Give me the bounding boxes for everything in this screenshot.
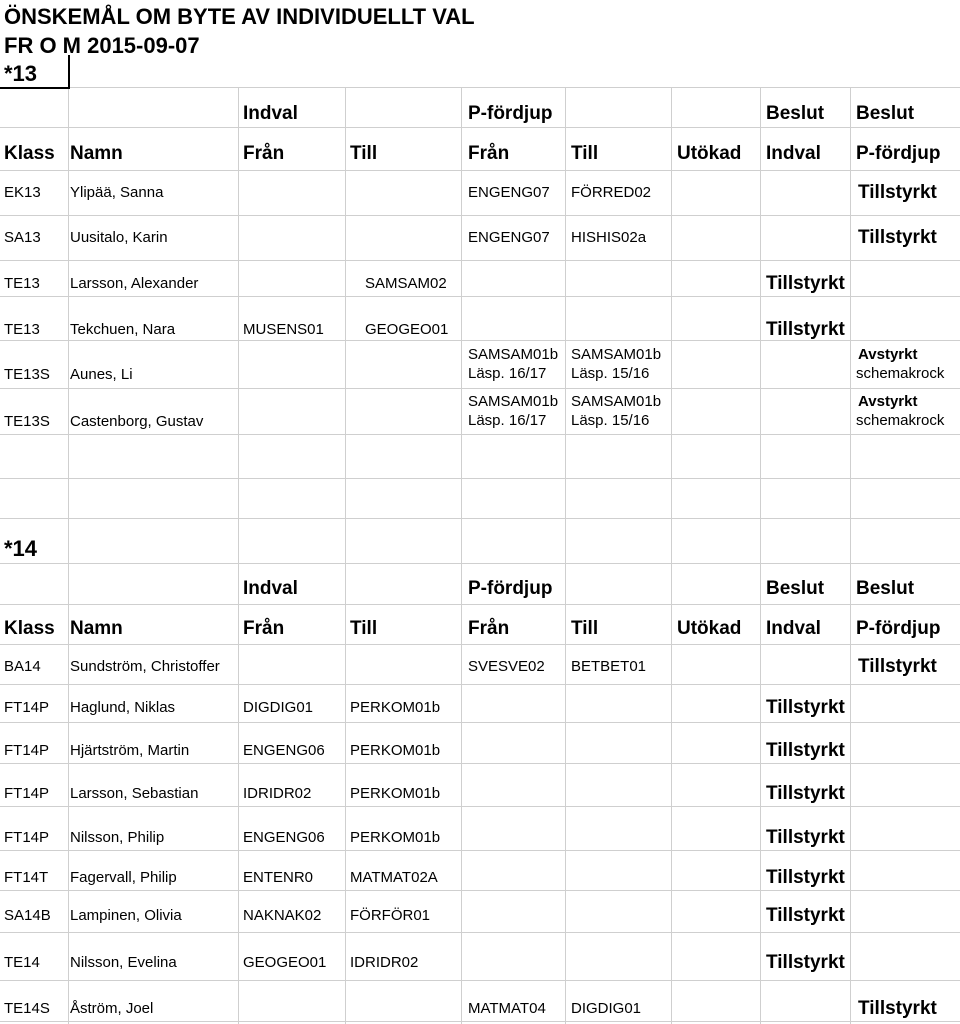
row-13-1-decision: Tillstyrkt xyxy=(858,227,937,248)
header-14-pfordjup: P-fördjup xyxy=(468,578,553,599)
row-13-0-namn: Ylipää, Sanna xyxy=(70,184,164,201)
row-14-0-fran2: SVESVE02 xyxy=(468,658,545,675)
grid-hline xyxy=(0,1021,960,1022)
header-14-beslut-2: Beslut xyxy=(856,578,915,599)
header-14-namn: Namn xyxy=(70,618,123,639)
grid-hline xyxy=(0,980,960,981)
grid-vline xyxy=(850,87,851,1024)
header-14-fran: Från xyxy=(243,618,285,639)
row-13-1-fran2: ENGENG07 xyxy=(468,229,550,246)
grid-hline xyxy=(0,296,960,297)
row-13-2-till: SAMSAM02 xyxy=(365,275,447,292)
row-14-0-decision: Tillstyrkt xyxy=(858,656,937,677)
grid-hline xyxy=(0,518,960,519)
row-13-4-klass: TE13S xyxy=(4,366,50,383)
header-14-utokad: Utökad xyxy=(677,618,742,639)
row-13-3-till: GEOGEO01 xyxy=(365,321,449,338)
row-14-4-till: PERKOM01b xyxy=(350,829,441,846)
grid-hline xyxy=(0,478,960,479)
row-14-8-till2: DIGDIG01 xyxy=(571,1000,642,1017)
row-13-4-fran2-a: SAMSAM01b xyxy=(468,346,559,363)
row-14-7-namn: Nilsson, Evelina xyxy=(70,954,177,971)
row-13-5-note: schemakrock xyxy=(856,412,945,429)
row-13-2-namn: Larsson, Alexander xyxy=(70,275,199,292)
row-13-1-namn: Uusitalo, Karin xyxy=(70,229,168,246)
row-14-0-till2: BETBET01 xyxy=(571,658,647,675)
header-klass: Klass xyxy=(4,143,55,164)
row-13-4-decision: Avstyrkt xyxy=(858,346,918,363)
row-13-5-namn: Castenborg, Gustav xyxy=(70,413,204,430)
row-14-1-decision: Tillstyrkt xyxy=(766,697,845,718)
grid-hline xyxy=(0,563,960,564)
header-14-till-2: Till xyxy=(571,618,599,639)
grid-vline xyxy=(671,87,672,1024)
row-13-4-note: schemakrock xyxy=(856,365,945,382)
grid-hline xyxy=(0,684,960,685)
date-line: FR O M 2015-09-07 xyxy=(4,33,200,58)
header-14-fran-2: Från xyxy=(468,618,510,639)
grid-hline xyxy=(0,215,960,216)
header-till: Till xyxy=(350,143,378,164)
header-indval: Indval xyxy=(243,103,298,124)
header-namn: Namn xyxy=(70,143,123,164)
grid-vline xyxy=(345,87,346,1024)
header-beslut-1: Beslut xyxy=(766,103,825,124)
section-13-label: *13 xyxy=(4,61,38,86)
row-14-7-till: IDRIDR02 xyxy=(350,954,419,971)
header-beslut-2: Beslut xyxy=(856,103,915,124)
row-14-7-decision: Tillstyrkt xyxy=(766,952,845,973)
section-14-label: *14 xyxy=(4,536,38,561)
grid-hline xyxy=(0,434,960,435)
row-13-5-fran2-a: SAMSAM01b xyxy=(468,393,559,410)
row-14-8-fran2: MATMAT04 xyxy=(468,1000,546,1017)
row-13-5-fran2-b: Läsp. 16/17 xyxy=(468,412,547,429)
row-14-1-namn: Haglund, Niklas xyxy=(70,699,176,716)
grid-hline xyxy=(0,170,960,171)
row-14-8-namn: Åström, Joel xyxy=(70,1000,154,1017)
grid-hline xyxy=(0,340,960,341)
header-fran: Från xyxy=(243,143,285,164)
row-13-4-fran2-b: Läsp. 16/17 xyxy=(468,365,547,382)
grid-vline xyxy=(68,87,69,1024)
row-14-2-fran: ENGENG06 xyxy=(243,742,325,759)
header-fran-2: Från xyxy=(468,143,510,164)
row-14-4-fran: ENGENG06 xyxy=(243,829,325,846)
row-14-5-fran: ENTENR0 xyxy=(243,869,314,886)
row-14-7-klass: TE14 xyxy=(4,954,40,971)
row-14-4-klass: FT14P xyxy=(4,829,50,846)
grid-hline xyxy=(0,388,960,389)
row-13-4-till2-b: Läsp. 15/16 xyxy=(571,365,650,382)
row-13-0-till2: FÖRRED02 xyxy=(571,184,652,201)
grid-hline xyxy=(0,806,960,807)
row-14-3-decision: Tillstyrkt xyxy=(766,783,845,804)
row-14-3-namn: Larsson, Sebastian xyxy=(70,785,199,802)
header-14-pfordjup-2: P-fördjup xyxy=(856,618,941,639)
grid-hline xyxy=(0,722,960,723)
row-14-2-decision: Tillstyrkt xyxy=(766,740,845,761)
row-13-1-till2: HISHIS02a xyxy=(571,229,647,246)
row-13-5-klass: TE13S xyxy=(4,413,50,430)
header-utokad: Utökad xyxy=(677,143,742,164)
grid-hline xyxy=(0,850,960,851)
row-14-1-till: PERKOM01b xyxy=(350,699,441,716)
row-13-2-decision: Tillstyrkt xyxy=(766,273,845,294)
row-14-5-decision: Tillstyrkt xyxy=(766,867,845,888)
row-14-6-till: FÖRFÖR01 xyxy=(350,907,431,924)
row-13-0-decision: Tillstyrkt xyxy=(858,182,937,203)
row-13-5-decision: Avstyrkt xyxy=(858,393,918,410)
row-13-1-klass: SA13 xyxy=(4,229,41,246)
row-14-8-klass: TE14S xyxy=(4,1000,50,1017)
grid-vline xyxy=(760,87,761,1024)
row-13-0-fran2: ENGENG07 xyxy=(468,184,550,201)
grid-hline xyxy=(0,127,960,128)
row-13-3-decision: Tillstyrkt xyxy=(766,319,845,340)
row-14-3-fran: IDRIDR02 xyxy=(243,785,312,802)
row-13-4-till2-a: SAMSAM01b xyxy=(571,346,662,363)
header-14-klass: Klass xyxy=(4,618,55,639)
grid-hline xyxy=(0,932,960,933)
row-13-5-till2-a: SAMSAM01b xyxy=(571,393,662,410)
header-indval-2: Indval xyxy=(766,143,821,164)
row-14-2-till: PERKOM01b xyxy=(350,742,441,759)
row-14-0-namn: Sundström, Christoffer xyxy=(70,658,220,675)
header-pfordjup-2: P-fördjup xyxy=(856,143,941,164)
row-14-1-klass: FT14P xyxy=(4,699,50,716)
row-14-5-klass: FT14T xyxy=(4,869,49,886)
row-14-4-namn: Nilsson, Philip xyxy=(70,829,165,846)
row-14-5-till: MATMAT02A xyxy=(350,869,438,886)
row-13-3-fran: MUSENS01 xyxy=(243,321,324,338)
row-14-6-namn: Lampinen, Olivia xyxy=(70,907,182,924)
row-14-3-klass: FT14P xyxy=(4,785,50,802)
header-pfordjup: P-fördjup xyxy=(468,103,553,124)
row-14-3-till: PERKOM01b xyxy=(350,785,441,802)
row-14-2-namn: Hjärtström, Martin xyxy=(70,742,190,759)
grid-vline xyxy=(238,87,239,1024)
row-13-3-namn: Tekchuen, Nara xyxy=(70,321,176,338)
row-14-6-decision: Tillstyrkt xyxy=(766,905,845,926)
header-14-beslut-1: Beslut xyxy=(766,578,825,599)
row-14-1-fran: DIGDIG01 xyxy=(243,699,314,716)
row-13-2-klass: TE13 xyxy=(4,275,40,292)
row-14-8-decision: Tillstyrkt xyxy=(858,998,937,1019)
grid-hline xyxy=(0,763,960,764)
grid-vline xyxy=(461,87,462,1024)
row-14-2-klass: FT14P xyxy=(4,742,50,759)
row-13-0-klass: EK13 xyxy=(4,184,41,201)
grid-hline xyxy=(0,87,960,88)
row-13-3-klass: TE13 xyxy=(4,321,40,338)
row-14-6-klass: SA14B xyxy=(4,907,51,924)
header-14-indval-2: Indval xyxy=(766,618,821,639)
row-13-5-till2-b: Läsp. 15/16 xyxy=(571,412,650,429)
grid-hline xyxy=(0,890,960,891)
document-title: ÖNSKEMÅL OM BYTE AV INDIVIDUELLT VAL xyxy=(4,4,475,29)
grid-vline xyxy=(565,87,566,1024)
row-14-6-fran: NAKNAK02 xyxy=(243,907,322,924)
header-14-till: Till xyxy=(350,618,378,639)
grid-hline xyxy=(0,644,960,645)
row-14-4-decision: Tillstyrkt xyxy=(766,827,845,848)
header-14-indval: Indval xyxy=(243,578,298,599)
row-14-7-fran: GEOGEO01 xyxy=(243,954,327,971)
row-13-4-namn: Aunes, Li xyxy=(70,366,133,383)
grid-hline xyxy=(0,260,960,261)
row-14-0-klass: BA14 xyxy=(4,658,41,675)
grid-hline xyxy=(0,604,960,605)
header-till-2: Till xyxy=(571,143,599,164)
row-14-5-namn: Fagervall, Philip xyxy=(70,869,177,886)
